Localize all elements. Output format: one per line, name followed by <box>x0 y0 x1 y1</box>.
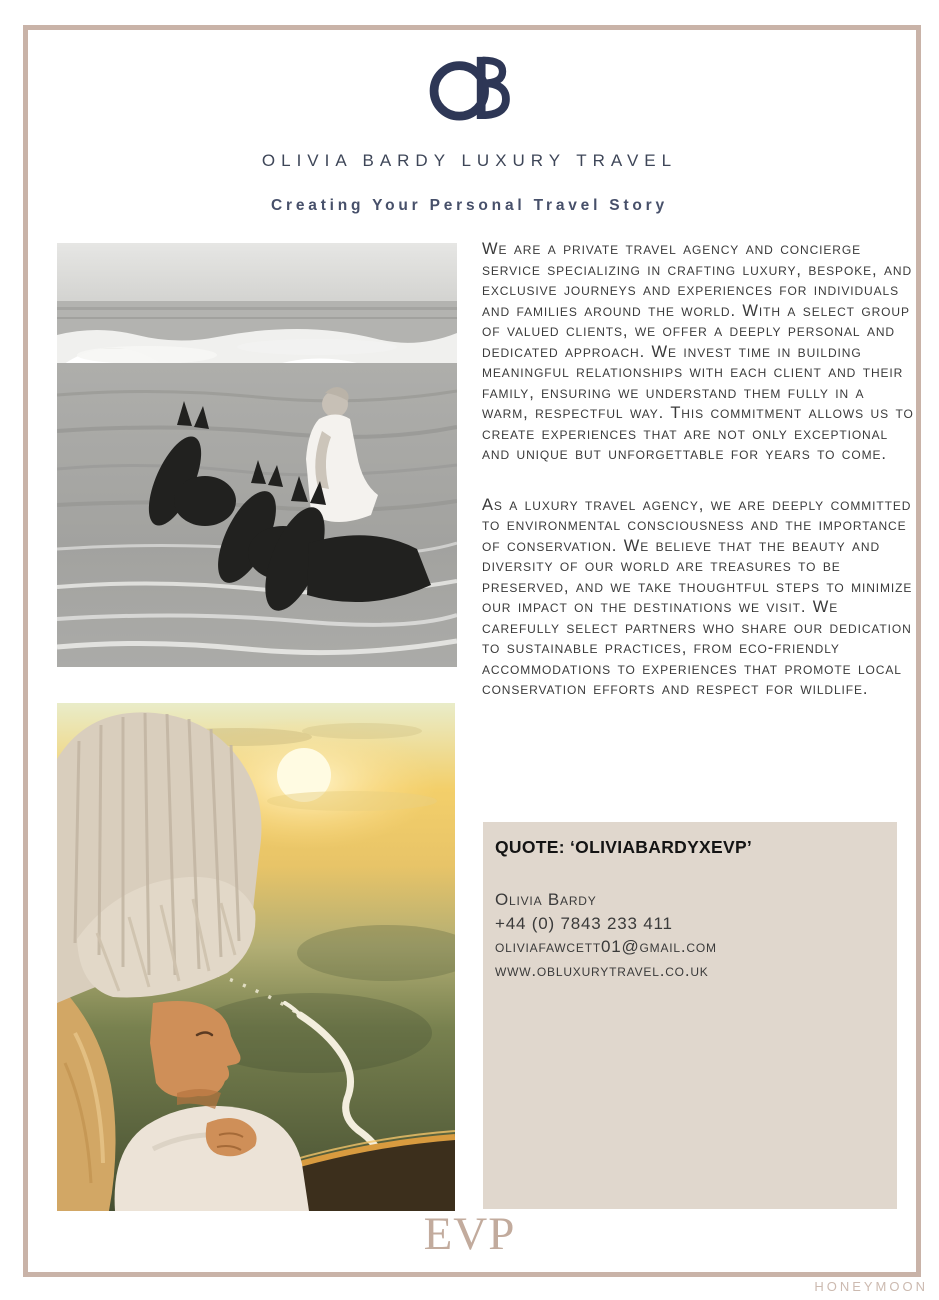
ob-monogram-logo <box>0 53 939 121</box>
contact-name: Olivia Bardy <box>495 890 597 909</box>
contact-website[interactable]: www.obluxurytravel.co.uk <box>495 960 709 980</box>
horses-sea-photo <box>57 243 457 667</box>
intro-paragraph-1: We are a private travel agency and concierge service specializing in crafting luxury, bespoke, and exclusive journeys and experiences for individuals and families around the world. With a select group of valued clients, we offer a deeply personal and dedicated approach. We invest time in building meaningful relationships with each client and their family, ensuring we understand them fully in a warm, respectful way. This commitment allows us to create experiences that are not only exceptional and unique but unforgettable for years to come. <box>482 240 914 463</box>
honeymoon-tag: HONEYMOON <box>814 1279 928 1294</box>
sunset-beanie-photo <box>57 703 455 1211</box>
evp-logo: EVP <box>423 1208 516 1260</box>
contact-phone: +44 (0) 7843 233 411 <box>495 913 673 933</box>
contact-block <box>495 888 883 982</box>
intro-text <box>482 239 914 730</box>
brand-tagline: Creating Your Personal Travel Story <box>271 197 668 214</box>
contact-email[interactable]: oliviafawcett01@gmail.com <box>495 937 717 956</box>
brand-title: OLIVIA BARDY LUXURY TRAVEL <box>261 151 678 170</box>
quote-code-heading: QUOTE: ‘OLIVIABARDYXEVP’ <box>495 837 753 857</box>
booking-quote-box <box>483 822 897 1209</box>
intro-paragraph-2: As a luxury travel agency, we are deeply committed to environmental consciousness and the importance of conservation. We believe that the beauty and diversity of our world are treasures to be preserved, and we take thoughtful steps to minimize our impact on the destinations we visit. We carefully select partners who share our dedication to sustainable practices, from eco-friendly accommodations to experiences that promote local conservation efforts and respect for wildlife. <box>482 495 913 698</box>
ob-monogram-icon <box>429 53 511 121</box>
